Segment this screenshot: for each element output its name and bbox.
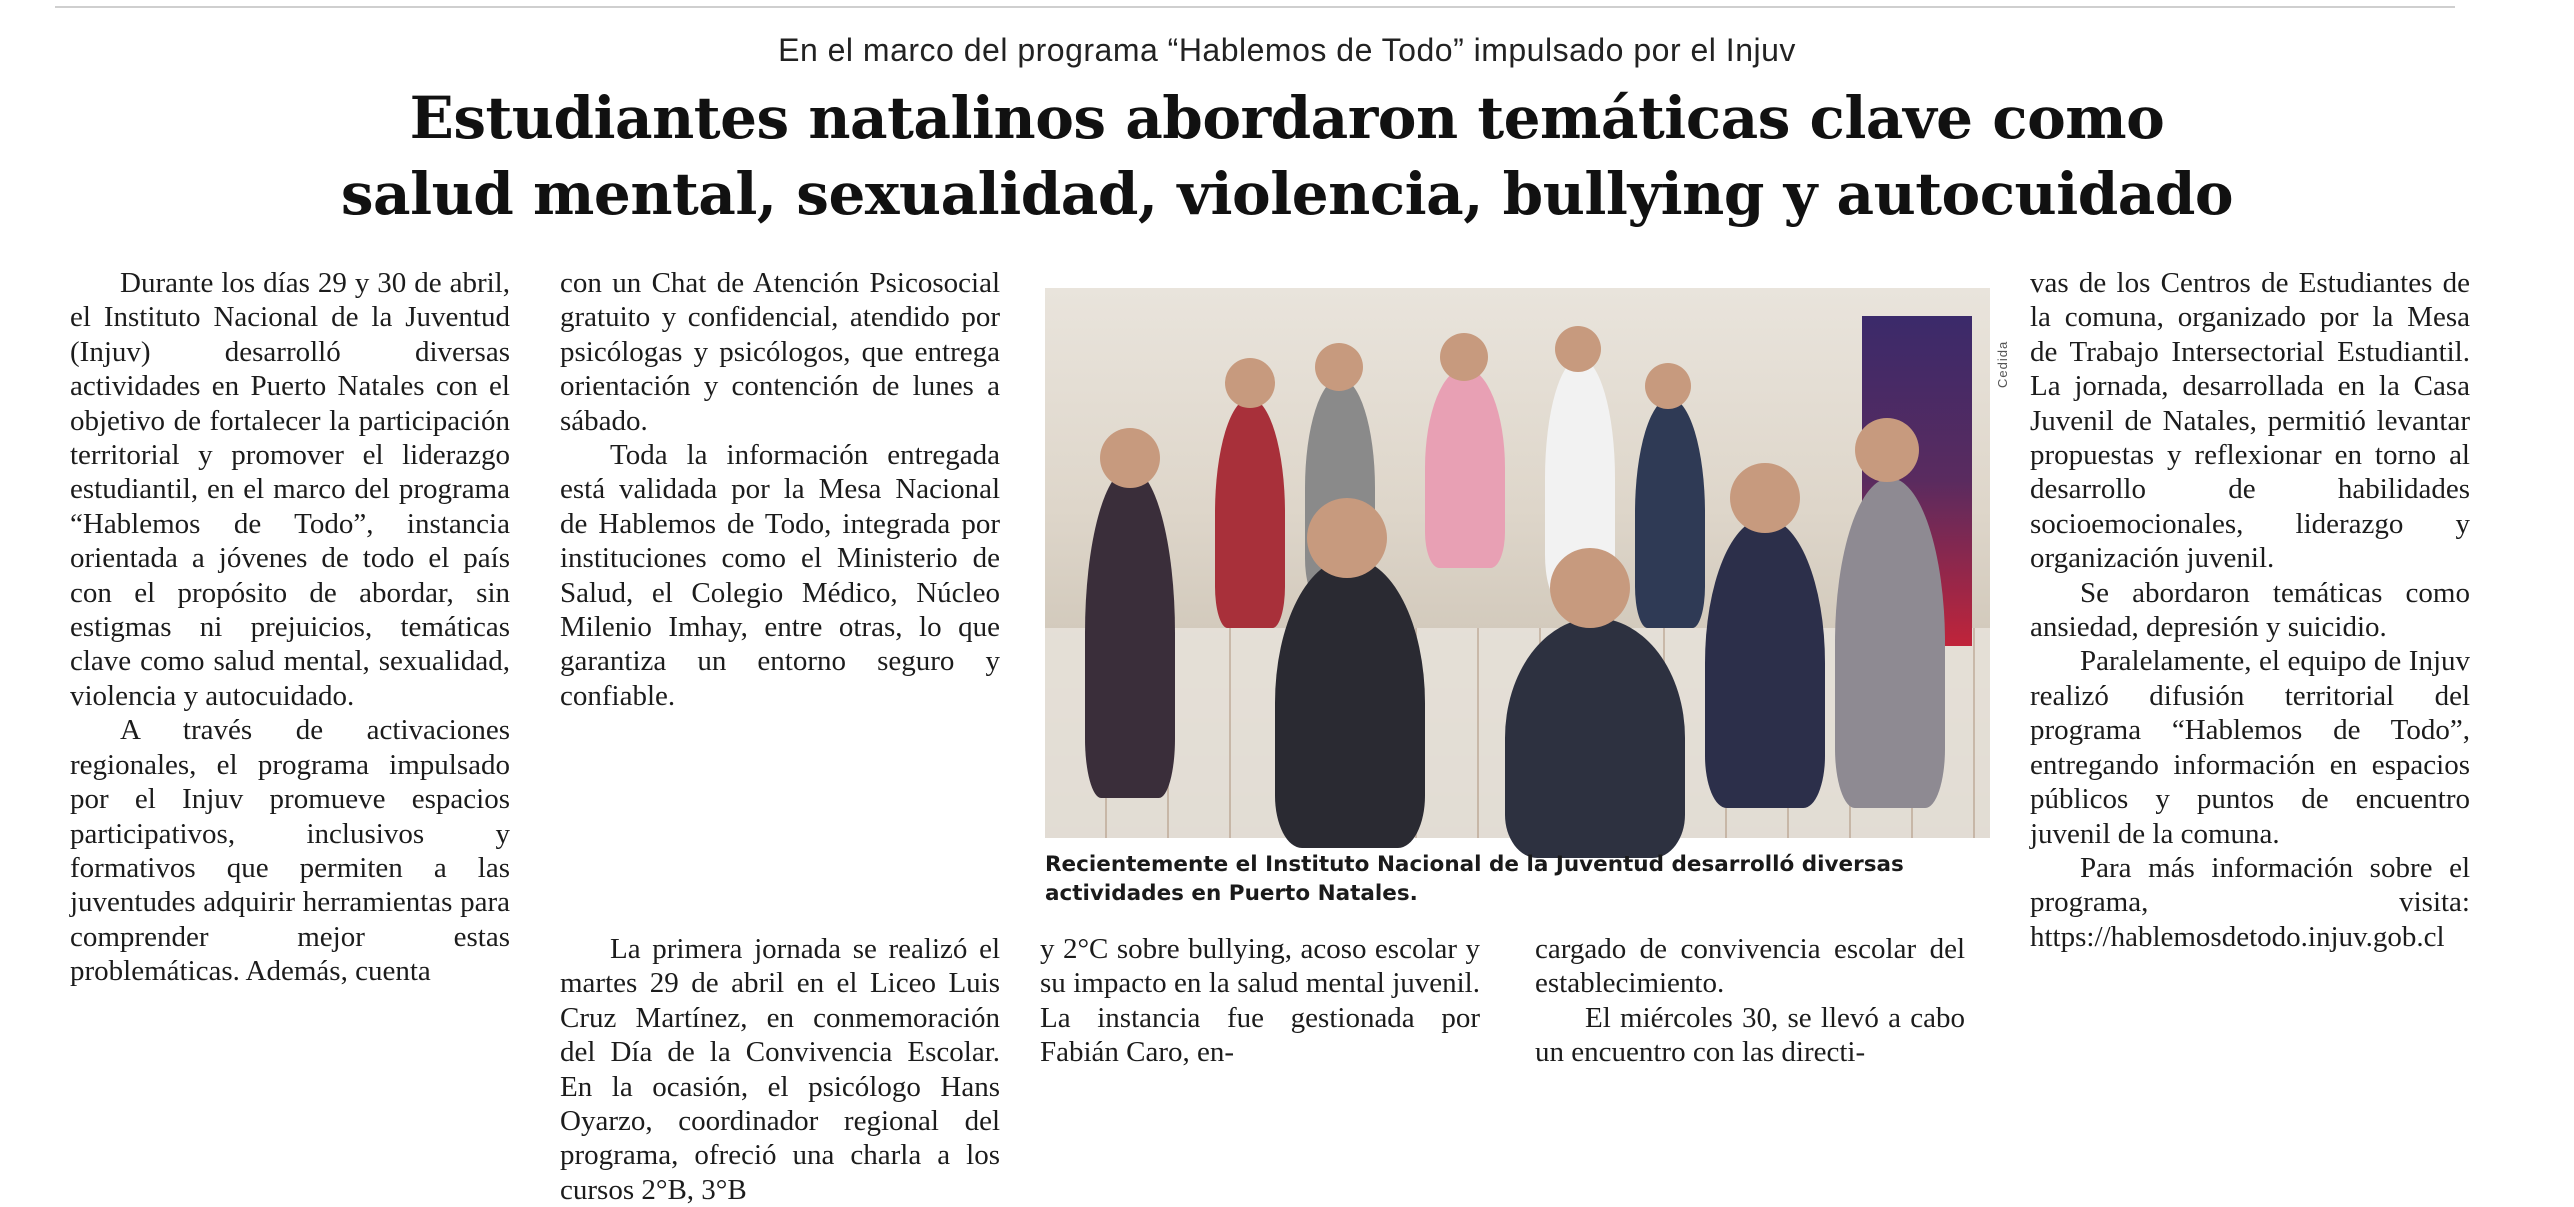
article-column-3: [1040, 932, 1480, 1102]
photo-credit: Cedida: [1995, 340, 2010, 388]
photo-figure-head: [1440, 333, 1488, 381]
photo-figure-head: [1550, 548, 1630, 628]
paragraph: cargado de convivencia escolar del establecimiento.: [1535, 933, 1965, 1000]
photo-figure-head: [1315, 343, 1363, 391]
paragraph: Para más información sobre el programa, visita: https://hablemosdetodo.injuv.gob.cl: [2030, 851, 2470, 953]
article-column-1: [70, 266, 510, 1096]
paragraph: con un Chat de Atención Psicosocial gratuito y confidencial, atendido por psicólogas y psicólogos, que entrega orientación y contención de lunes a sábado.: [560, 267, 1000, 437]
paragraph: Paralelamente, el equipo de Injuv realizó difusión territorial del programa “Hablemos de Todo”, entregando información en espacios públicos y puntos de encuentro juvenil de la comuna.: [2030, 645, 2470, 850]
photo-caption: Recientemente el Instituto Nacional de la Juventud desarrolló diversas actividades en Puerto Natales.: [1045, 852, 1904, 906]
paragraph: Durante los días 29 y 30 de abril, el Instituto Nacional de la Juventud (Injuv) desarrolló diversas actividades en Puerto Natales con el objetivo de fortalecer la participación territorial y promover el liderazgo estudiantil, en el marco del programa “Hablemos de Todo”, instancia orientada a jóvenes de todo el país con el propósito de abordar, sin estigmas ni prejuicios, temáticas clave como salud mental, sexualidad, violencia y autocuidado.: [70, 267, 510, 712]
photo-figure: [1085, 468, 1175, 798]
photo-figure: [1505, 618, 1685, 858]
photo-figure: [1635, 398, 1705, 628]
article-column-2: [560, 266, 1000, 786]
photo-figure-head: [1225, 358, 1275, 408]
headline-line-1: Estudiantes natalinos abordaron temáticas clave como: [409, 84, 2165, 152]
article-column-4: [1535, 932, 1965, 1102]
photo-figure-head: [1855, 418, 1919, 482]
article-column-2-lower: [560, 932, 1000, 1206]
headline-line-2: salud mental, sexualidad, violencia, bullying y autocuidado: [340, 160, 2234, 228]
photo-figure: [1275, 558, 1425, 848]
top-rule: [55, 6, 2455, 8]
photo-figure-head: [1307, 498, 1387, 578]
photo-figure-head: [1555, 326, 1601, 372]
article-kicker: En el marco del programa “Hablemos de Todo” impulsado por el Injuv: [778, 32, 1796, 68]
paragraph: Se abordaron temáticas como ansiedad, depresión y suicidio.: [2030, 576, 2470, 644]
article-headline: [0, 80, 2574, 232]
photo-figure: [1835, 478, 1945, 808]
paragraph: vas de los Centros de Estudiantes de la comuna, organizado por la Mesa de Trabajo Intersectorial Estudiantil. La jornada, desarrollada en la Casa Juvenil de Natales, permitió levantar propuestas y reflexionar en torno al desarrollo de habilidades socioemocionales, liderazgo y organización juvenil.: [2030, 267, 2470, 575]
paragraph: Toda la información entregada está validada por la Mesa Nacional de Hablemos de Todo, integrada por instituciones como el Ministerio de Salud, el Colegio Médico, Núcleo Milenio Imhay, entre otras, lo que garantiza un entorno seguro y confiable.: [560, 439, 1000, 712]
paragraph: La primera jornada se realizó el martes 29 de abril en el Liceo Luis Cruz Martínez, en conmemoración del Día de la Convivencia Escolar. En la ocasión, el psicólogo Hans Oyarzo, coordinador regional del programa, ofreció una charla a los cursos 2°B, 3°B: [560, 933, 1000, 1206]
photo-figure: [1705, 518, 1825, 808]
paragraph: A través de activaciones regionales, el programa impulsado por el Injuv promueve espacios participativos, inclusivos y formativos que permiten a las juventudes adquirir herramientas para comprender mejor estas problemáticas. Además, cuenta: [70, 714, 510, 988]
article-photo: [1045, 288, 1990, 838]
photo-figure-head: [1730, 463, 1800, 533]
article-column-5: [2030, 266, 2470, 1096]
paragraph: El miércoles 30, se llevó a cabo un encuentro con las directi-: [1535, 1001, 1965, 1069]
photo-figure-head: [1100, 428, 1160, 488]
photo-figure-head: [1645, 363, 1691, 409]
paragraph: y 2°C sobre bullying, acoso escolar y su impacto en la salud mental juvenil. La instancia fue gestionada por Fabián Caro, en-: [1040, 933, 1480, 1069]
photo-figure: [1425, 368, 1505, 568]
photo-figure: [1215, 398, 1285, 628]
